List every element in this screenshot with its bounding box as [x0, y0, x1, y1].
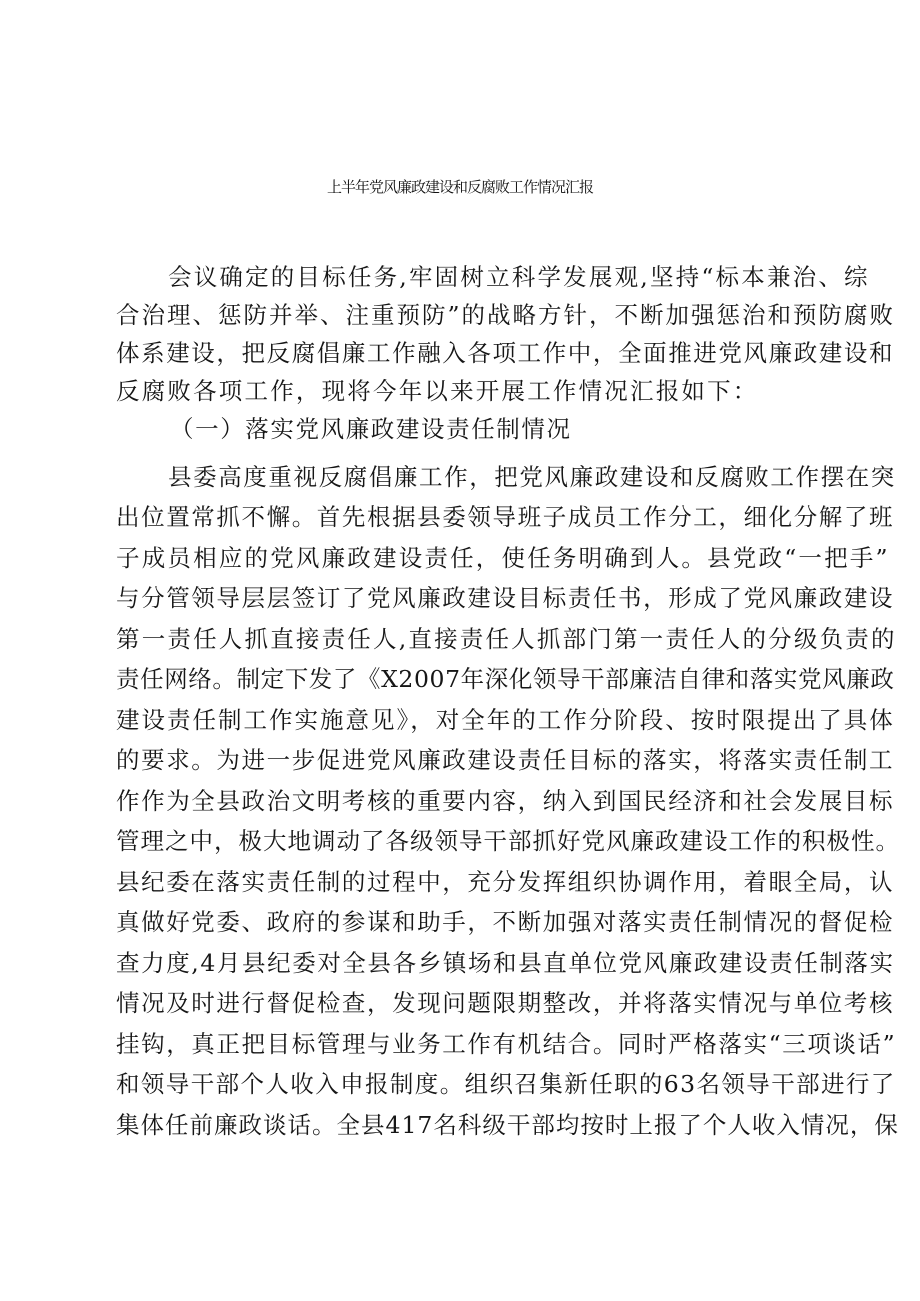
paragraph-line: 反腐败各项工作，现将今年以来开展工作情况汇报如下：	[116, 377, 759, 405]
paragraph-line: 县委高度重视反腐倡廉工作，把党风廉政建设和反腐败工作摆在突	[168, 463, 896, 491]
paragraph-line: 子成员相应的党风廉政建设责任，使任务明确到人。县党政“一把手”	[116, 544, 890, 572]
paragraph-line: 和领导干部个人收入申报制度。组织召集新任职的63名领导干部进行了	[116, 1070, 896, 1098]
section-heading: （一）落实党风廉政建设责任制情况	[170, 415, 572, 443]
paragraph-line: 县纪委在落实责任制的过程中，充分发挥组织协调作用，着眼全局，认	[116, 868, 895, 896]
paragraph-line: 会议确定的目标任务,牢固树立科学发展观,坚持“标本兼治、综	[168, 263, 870, 291]
paragraph-line: 体系建设，把反腐倡廉工作融入各项工作中，全面推进党风廉政建设和	[116, 339, 895, 367]
paragraph-line: 出位置常抓不懈。首先根据县委领导班子成员工作分工，细化分解了班	[116, 503, 895, 531]
paragraph-line: 情况及时进行督促检查，发现问题限期整改，并将落实情况与单位考核	[116, 989, 895, 1017]
paragraph-line: 与分管领导层层签订了党风廉政建设目标责任书，形成了党风廉政建设	[116, 584, 895, 612]
paragraph-line: 查力度,4月县纪委对全县各乡镇场和县直单位党风廉政建设责任制落实	[116, 949, 895, 977]
document-title: 上半年党风廉政建设和反腐败工作情况汇报	[326, 178, 593, 196]
paragraph-line: 建设责任制工作实施意见》，对全年的工作分阶段、按时限提出了具体	[116, 706, 895, 734]
paragraph-line: 作作为全县政治文明考核的重要内容，纳入到国民经济和社会发展目标	[116, 787, 895, 815]
paragraph-line: 第一责任人抓直接责任人,直接责任人抓部门第一责任人的分级负责的	[116, 625, 897, 653]
paragraph-line: 的要求。为进一步促进党风廉政建设责任目标的落实，将落实责任制工	[116, 746, 895, 774]
paragraph-line: 责任网络。制定下发了《X2007年深化领导干部廉洁自律和落实党风廉政	[116, 665, 895, 693]
paragraph-line: 管理之中，极大地调动了各级领导干部抓好党风廉政建设工作的积极性。	[116, 827, 900, 855]
paragraph-line: 挂钩，真正把目标管理与业务工作有机结合。同时严格落实“三项谈话”	[116, 1030, 897, 1058]
paragraph-line: 集体任前廉政谈话。全县417名科级干部均按时上报了个人收入情况，保	[116, 1111, 899, 1139]
paragraph-line: 合治理、惩防并举、注重预防”的战略方针，不断加强惩治和预防腐败	[116, 301, 896, 329]
paragraph-line: 真做好党委、政府的参谋和助手，不断加强对落实责任制情况的督促检	[116, 908, 895, 936]
